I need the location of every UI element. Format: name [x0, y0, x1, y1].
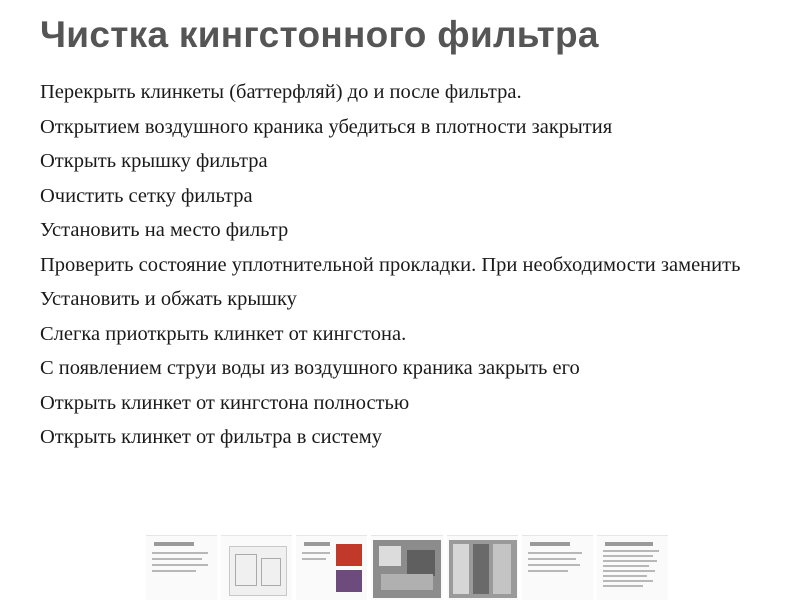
slide-thumbnail[interactable]: [597, 535, 668, 600]
slide-thumbnail-strip: [146, 533, 672, 600]
list-item: Открыть клинкет от кингстона полностью: [40, 391, 410, 414]
slide-thumbnail[interactable]: [296, 535, 367, 600]
slide-thumbnail[interactable]: [221, 535, 292, 600]
list-item: Открытием воздушного краника убедиться в плотности закрытия: [40, 115, 613, 138]
slide-thumbnail[interactable]: [522, 535, 593, 600]
list-item: С появлением струи воды из воздушного краника закрыть его: [40, 357, 580, 379]
slide-thumbnail[interactable]: [371, 535, 442, 600]
list-item: Установить на место фильтр: [40, 219, 289, 241]
list-item: Открыть клинкет от фильтра в систему: [40, 426, 382, 448]
list-item: Перекрыть клинкеты (баттерфляй) до и после фильтра.: [40, 81, 522, 103]
list-item: Проверить состояние уплотнительной прокладки. При необходимости заменить: [40, 253, 741, 276]
list-item: Установить и обжать крышку: [40, 288, 297, 310]
slide-thumbnail[interactable]: [146, 535, 217, 600]
slide-thumbnail[interactable]: [447, 535, 518, 600]
slide-title: Чистка кингстонного фильтра: [40, 14, 599, 55]
list-item: Слегка приоткрыть клинкет от кингстона.: [40, 322, 407, 345]
instruction-list: [40, 78, 790, 458]
list-item: Очистить сетку фильтра: [40, 184, 253, 207]
list-item: Открыть крышку фильтра: [40, 150, 268, 172]
